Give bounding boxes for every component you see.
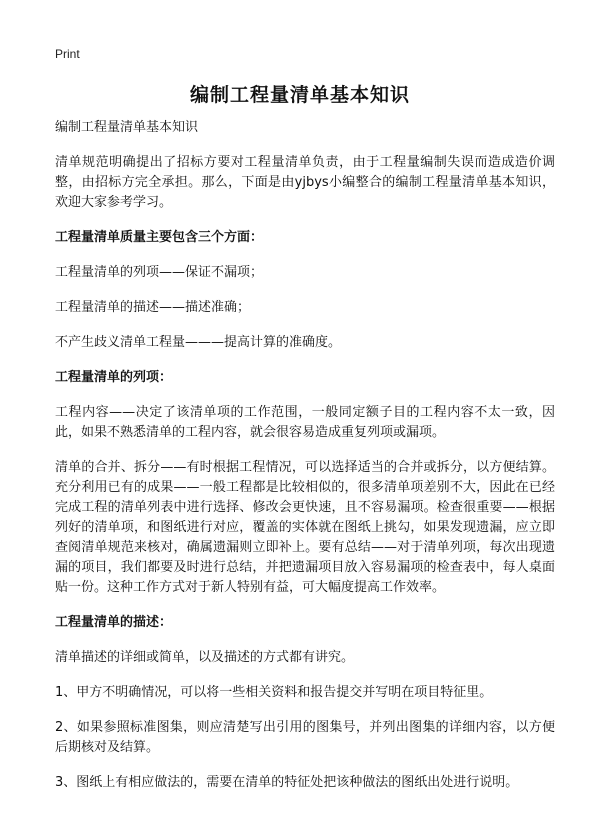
intro-paragraph: 清单规范明确提出了招标方要对工程量清单负责，由于工程量编制失误而造成造价调整，由招标方完全承担。那么，下面是由yjbys小编整合的编制工程量清单基本知识，欢迎大家参考学习。 [55,155,555,210]
page-title: 编制工程量清单基本知识 [189,84,410,106]
print-label: Print [55,47,80,61]
description-paragraph: 清单描述的详细或简单，以及描述的方式都有讲究。 [55,650,355,665]
article-subtitle: 编制工程量清单基本知识 [55,120,199,135]
section-heading-listing: 工程量清单的列项： [55,370,173,385]
quality-item: 工程量清单的描述——描述准确； [55,300,251,315]
section-heading-description: 工程量清单的描述： [55,615,173,630]
quality-item: 不产生歧义清单工程量———提高计算的准确度。 [55,335,342,350]
section-heading-quality: 工程量清单质量主要包含三个方面： [55,230,264,245]
listing-paragraph: 清单的合并、拆分——有时根据工程情况，可以选择适当的合并或拆分，以方便结算。充分利用已有的成果——一般工程都是比较相似的，很多清单项差别不大，因此在已经完成工程的清单列表中进行选择、修改会更快速，且不容易漏项。检查很重要——根据列好的清单项，和图纸进行对应，覆盖的实体就在图纸上挑勾，如果发现遗漏，应立即查阅清单规范来核对，确属遗漏则立即补上。要有总结——对于清单列项，每次出现遗漏的项目，我们都要及时进行总结，并把遗漏项目放入容易漏项的检查表中，每人桌面贴一份。这种工作方式对于新人特别有益，可大幅度提高工作效率。 [55,460,555,595]
description-paragraph: 3、图纸上有相应做法的，需要在清单的特征处把该种做法的图纸出处进行说明。 [55,775,519,790]
article-body [55,118,555,808]
listing-paragraph: 工程内容——决定了该清单项的工作范围，一般同定额子目的工程内容不太一致，因此，如果不熟悉清单的工程内容，就会很容易造成重复列项或漏项。 [55,405,555,440]
quality-item: 工程量清单的列项——保证不漏项； [55,265,264,280]
description-paragraph: 1、甲方不明确情况，可以将一些相关资料和报告提交并写明在项目特征里。 [55,685,493,700]
description-paragraph: 2、如果参照标准图集，则应清楚写出引用的图集号，并列出图集的详细内容，以方便后期核对及结算。 [55,720,555,755]
